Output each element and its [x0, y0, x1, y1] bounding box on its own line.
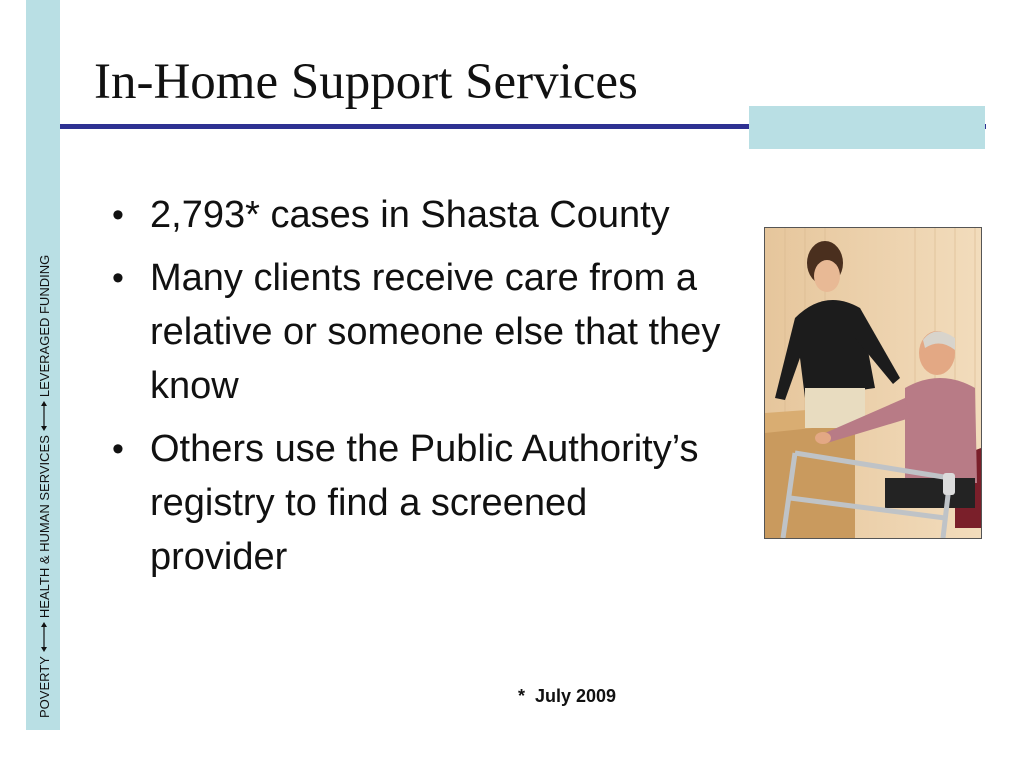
- bullet-item: [112, 251, 722, 413]
- bullet-list: [112, 188, 722, 593]
- health-label: HEALTH & HUMAN SERVICES: [36, 435, 52, 619]
- poverty-label: POVERTY: [36, 656, 52, 718]
- slide-title: In-Home Support Services: [94, 54, 638, 110]
- photo-illustration: [765, 228, 981, 538]
- footnote: * July 2009: [518, 686, 617, 706]
- accent-box: [749, 106, 985, 149]
- bullet-text: 2,793* cases in Shasta County: [150, 194, 670, 236]
- bullet-item: [112, 422, 722, 584]
- caregiver-photo: [764, 227, 982, 539]
- bullet-text: Many clients receive care from a relative or someone else that they know: [150, 257, 721, 407]
- bullet-item: [112, 188, 722, 242]
- bullet-marker: •: [112, 196, 124, 234]
- double-arrow-icon: [39, 622, 49, 652]
- side-banner: [32, 78, 56, 718]
- bullet-marker: •: [112, 430, 124, 468]
- bullet-marker: •: [112, 259, 124, 297]
- bullet-text: Others use the Public Authority’s registry to find a screened provider: [150, 428, 699, 578]
- funding-label: LEVERAGED FUNDING: [36, 254, 52, 398]
- double-arrow-icon: [39, 401, 49, 431]
